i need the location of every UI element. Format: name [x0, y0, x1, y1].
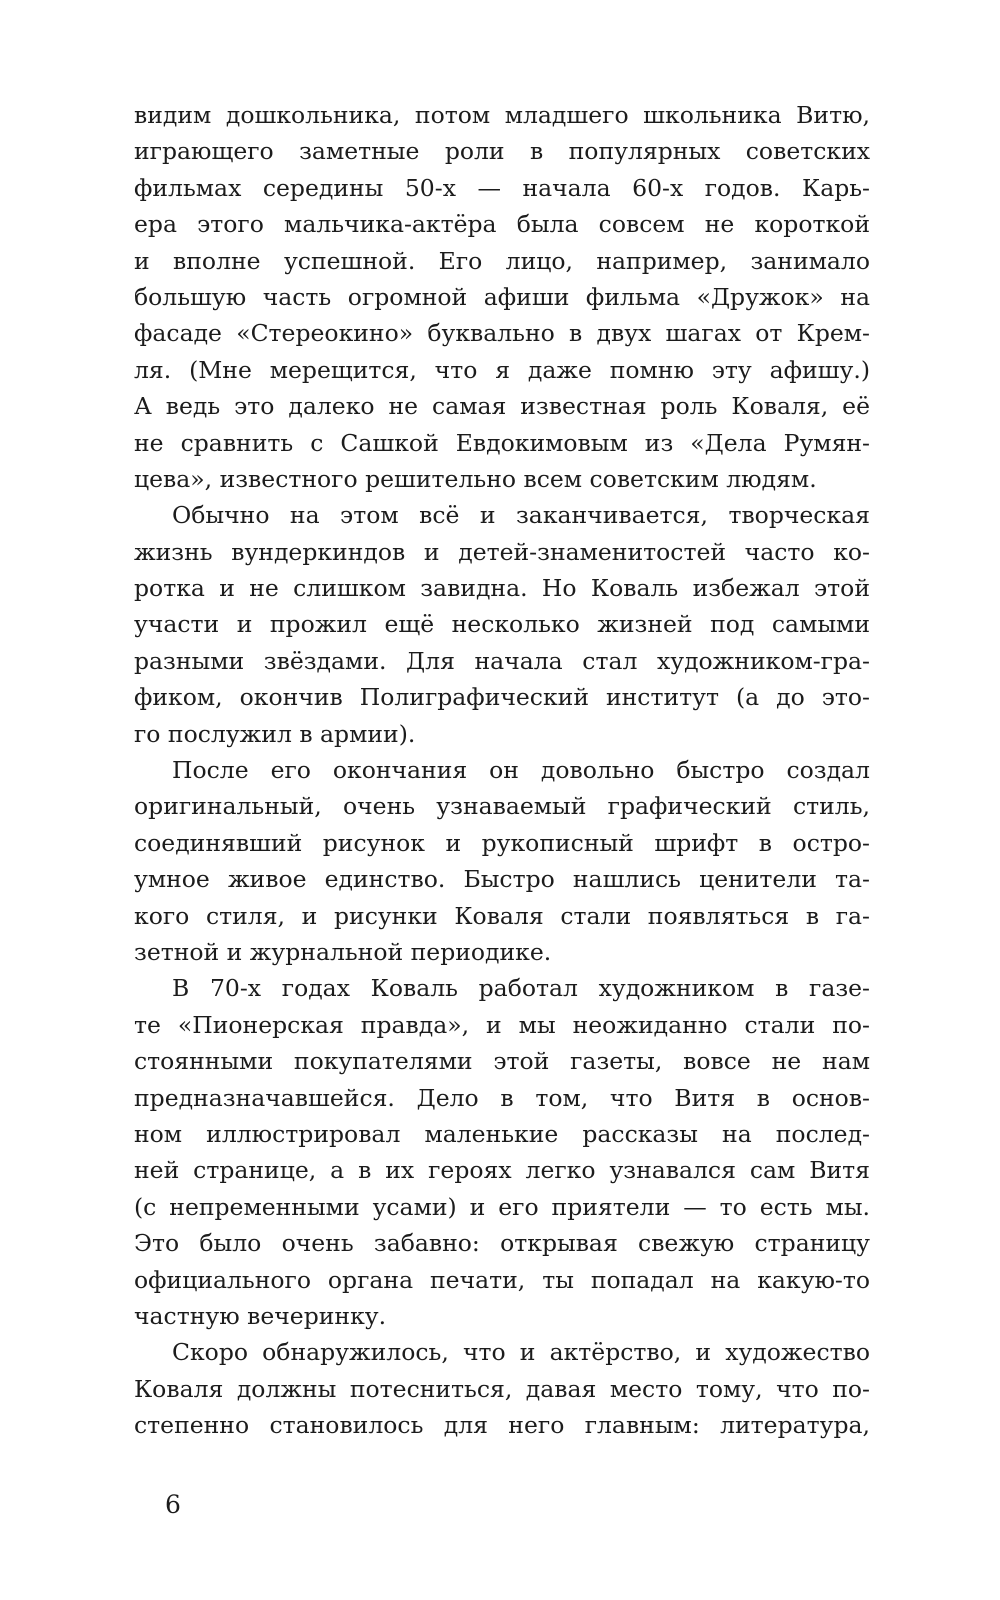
- text-line: соединявший рисунок и рукописный шрифт в остро-: [134, 828, 870, 857]
- text-line: ротка и не слишком завидна. Но Коваль избежал этой: [134, 574, 870, 603]
- text-line: ном иллюстрировал маленькие рассказы на послед-: [134, 1119, 870, 1148]
- text-line: Это было очень забавно: открывая свежую страницу: [134, 1229, 870, 1258]
- text-line: степенно становилось для него главным: литература,: [134, 1411, 870, 1440]
- text-line: Обычно на этом всё и заканчивается, творческая: [172, 501, 870, 530]
- text-line: видим дошкольника, потом младшего школьника Витю,: [134, 101, 870, 129]
- text-line: ера этого мальчика-актёра была совсем не короткой: [134, 210, 870, 239]
- text-line: (с непременными усами) и его приятели — то есть мы.: [134, 1192, 870, 1221]
- text-line: ней странице, а в их героях легко узнавался сам Витя: [134, 1156, 870, 1185]
- text-line: цева», известного решительно всем советским людям.: [134, 464, 817, 493]
- text-line: стоянными покупателями этой газеты, вовсе не нам: [134, 1047, 870, 1076]
- text-line: го послужил в армии).: [134, 719, 416, 748]
- text-line: разными звёздами. Для начала стал художником-гра-: [134, 646, 870, 675]
- text-line: играющего заметные роли в популярных советских: [134, 137, 870, 166]
- text-line: жизнь вундеркиндов и детей-знаменитостей часто ко-: [134, 537, 870, 566]
- text-line: ля. (Мне мерещится, что я даже помню эту афишу.): [134, 355, 870, 384]
- text-line: не сравнить с Сашкой Евдокимовым из «Дела Румян-: [134, 428, 870, 457]
- text-line: кого стиля, и рисунки Коваля стали появляться в га-: [134, 901, 870, 930]
- text-line: те «Пионерская правда», и мы неожиданно стали по-: [134, 1010, 870, 1039]
- text-line: После его окончания он довольно быстро создал: [172, 756, 870, 785]
- text-line: зетной и журнальной периодике.: [134, 937, 552, 966]
- text-line: фасаде «Стереокино» буквально в двух шагах от Крем-: [134, 319, 870, 348]
- text-line: А ведь это далеко не самая известная роль Коваля, её: [134, 392, 870, 421]
- page-number: 6: [165, 1490, 181, 1519]
- text-line: умное живое единство. Быстро нашлись ценители та-: [134, 865, 870, 894]
- text-line: В 70-х годах Коваль работал художником в газе-: [172, 974, 870, 1003]
- text-line: официального органа печати, ты попадал на какую-то: [134, 1265, 870, 1294]
- text-line: фиком, окончив Полиграфический институт (а до это-: [134, 683, 870, 712]
- text-line: и вполне успешной. Его лицо, например, занимало: [134, 246, 870, 275]
- text-line: фильмах середины 50-х — начала 60-х годов. Карь-: [134, 173, 870, 202]
- body-text: [134, 97, 870, 1443]
- text-line: предназначавшейся. Дело в том, что Витя в основ-: [134, 1083, 870, 1112]
- text-line: Коваля должны потесниться, давая место тому, что по-: [134, 1374, 870, 1403]
- text-line: оригинальный, очень узнаваемый графический стиль,: [134, 792, 870, 821]
- text-line: Скоро обнаружилось, что и актёрство, и художество: [172, 1338, 870, 1367]
- text-line: большую часть огромной афиши фильма «Дружок» на: [134, 282, 870, 311]
- text-line: частную вечеринку.: [134, 1301, 387, 1330]
- text-line: участи и прожил ещё несколько жизней под самыми: [134, 610, 870, 639]
